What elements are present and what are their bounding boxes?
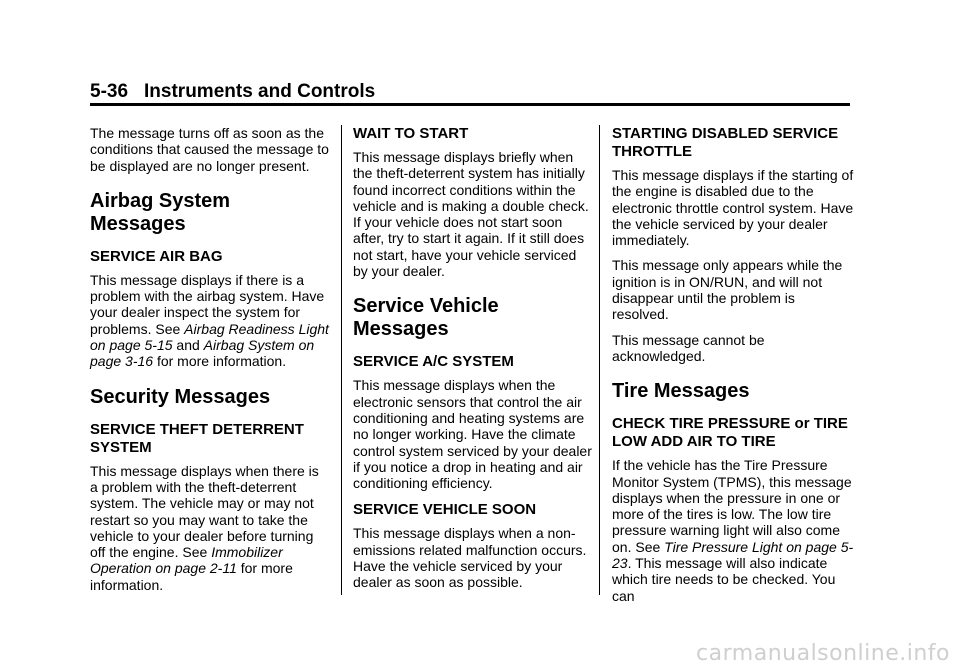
heading-tire-messages: Tire Messages	[612, 380, 750, 403]
text: for more information.	[90, 560, 293, 593]
text: This message displays if there is a problem with the airbag system. Have your dealer inspect the system for problems. See	[90, 271, 325, 337]
heading-starting-disabled: STARTING DISABLED SERVICE THROTTLE	[612, 125, 839, 160]
paragraph	[612, 457, 854, 604]
cross-reference-link[interactable]: Immobilizer Operation on page 2-11	[90, 544, 283, 577]
heading-service-air-bag: SERVICE AIR BAG	[90, 247, 223, 265]
watermark: carmanualsonline.info	[696, 641, 950, 666]
heading-service-vehicle-messages: Service Vehicle Messages	[353, 295, 499, 341]
paragraph	[90, 272, 330, 370]
paragraph: This message cannot be acknowledged.	[612, 331, 765, 364]
column-1	[90, 125, 330, 602]
heading-service-theft-deterrent: SERVICE THEFT DETERRENT SYSTEM	[90, 420, 304, 456]
text: If the vehicle has the Tire Pressure Monitor System (TPMS), this message displays when the pressure in one or more of the tires is low. The low tire pressure warning light will also come on. See	[612, 457, 852, 555]
paragraph	[90, 463, 330, 593]
column-divider	[599, 125, 600, 595]
paragraph: This message only appears while the ignition is in ON/RUN, and will not disappear until the problem is resolved.	[612, 257, 843, 323]
paragraph: This message displays when a non-emissions related malfunction occurs. Have the vehicle serviced by your dealer as soon as possible.	[353, 525, 587, 591]
header-rule	[90, 103, 850, 106]
section-title: Instruments and Controls	[144, 81, 376, 102]
paragraph: This message displays if the starting of the engine is disabled due to the electronic throttle control system. Have the vehicle serviced by your dealer immediately.	[612, 167, 854, 249]
paragraph: This message displays briefly when the theft-deterrent system has initially found incorrect conditions within the vehicle and is making a double check. If your vehicle does not start soon after, try to start it again. If it still does not start, have your vehicle serviced by your dealer.	[353, 149, 589, 280]
heading-service-vehicle-soon: SERVICE VEHICLE SOON	[353, 501, 537, 519]
paragraph: This message displays when the electronic sensors that control the air conditioning and heating systems are no longer working. Have the climate control system serviced by your dealer if you notice a drop in heating and air conditioning efficiency.	[353, 377, 592, 492]
text: and	[172, 337, 204, 354]
column-3	[612, 125, 854, 613]
text: This message displays when there is a problem with the theft-deterrent system. The vehicle may or may not restart so you may want to take the vehicle to your dealer before turning off the engine. See	[90, 462, 319, 561]
cross-reference-link[interactable]: Airbag Readiness Light on page 5-15	[90, 320, 329, 354]
column-2	[353, 125, 593, 600]
heading-airbag-system-messages: Airbag System Messages	[90, 189, 231, 235]
paragraph: The message turns off as soon as the conditions that caused the message to be displayed are no longer present.	[90, 125, 329, 174]
text: for more information.	[153, 353, 287, 370]
text: . This message will also indicate which tire needs to be checked. You can	[612, 555, 836, 604]
page-number: 5-36	[90, 81, 129, 102]
heading-service-ac-system: SERVICE A/C SYSTEM	[353, 353, 514, 371]
heading-wait-to-start: WAIT TO START	[353, 125, 469, 142]
heading-security-messages: Security Messages	[90, 385, 271, 408]
page-header	[90, 80, 375, 104]
cross-reference-link[interactable]: Airbag System on page 3-16	[90, 337, 315, 370]
cross-reference-link[interactable]: Tire Pressure Light on page 5-23	[612, 538, 854, 572]
column-divider	[341, 125, 342, 595]
heading-check-tire-pressure: CHECK TIRE PRESSURE or TIRE LOW ADD AIR TO TIRE	[612, 415, 848, 451]
